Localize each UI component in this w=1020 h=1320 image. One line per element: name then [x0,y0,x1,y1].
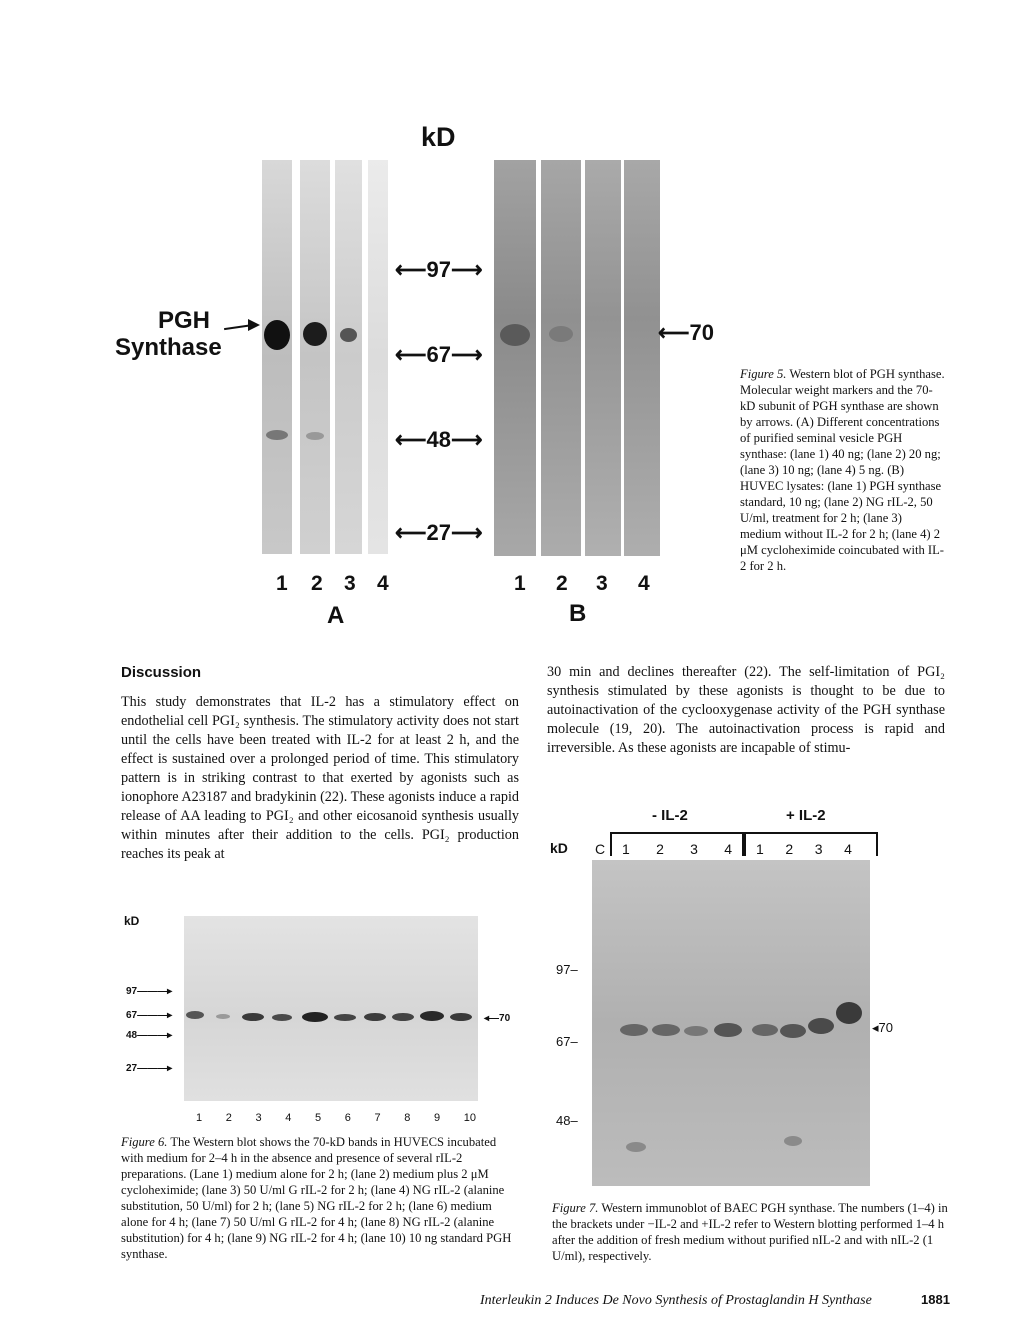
band-lane-7 [808,1018,834,1034]
lane-number: 3 [814,841,823,857]
band-lane-8 [836,1002,862,1024]
left-arrow-icon: ⟵ [395,427,427,452]
band-lane-8 [392,1013,414,1021]
band-70 [500,324,530,346]
figure-5-caption [740,366,946,574]
lane-number: 2 [225,1112,232,1124]
band-lane-4 [714,1023,742,1037]
left-arrow-icon: ◂ [872,1020,879,1035]
blot-6-membrane [184,916,478,1101]
right-arrow-icon: ———▸ [137,1030,173,1041]
marker-97 [395,257,483,283]
right-arrow-icon: ⟶ [451,520,483,545]
lane-number: 8 [404,1112,411,1124]
lane-number: 4 [724,841,732,857]
marker-70 [658,320,714,346]
marker-27 [395,520,483,546]
marker-value: 67 [126,1010,138,1021]
lane-a3 [335,160,362,554]
lane-number: 5 [315,1112,322,1124]
kd-header: kD [421,122,456,152]
marker-48 [395,427,483,453]
marker-67 [556,1034,578,1049]
lane-number: 6 [344,1112,351,1124]
lane-number-b3: 3 [596,572,608,595]
discussion-heading: Discussion [121,664,202,681]
band-lane-2 [652,1024,680,1036]
blot-7-membrane [592,860,870,1186]
tick-icon: – [570,1034,578,1049]
marker-48 [556,1113,578,1128]
lane-number: 7 [374,1112,381,1124]
lane-number: 10 [463,1112,476,1124]
left-arrow-icon: ⟵ [395,520,427,545]
band-70 [303,322,327,346]
lane-number: 1 [622,841,630,857]
caption-text: Western immunoblot of BAEC PGH synthase. The numbers (1–4) in the brackets under −IL-2 and +IL-2 refer to Western blotting performed 1–4 h after the addition of fresh medium without purified nIL-2 and with nIL-2 (1 U/ml), respectively. [552,1201,948,1263]
band-lane-4 [272,1014,292,1021]
band-lane-5 [302,1012,328,1022]
plus-il2-label: + IL-2 [786,807,826,824]
left-arrow-icon: ⟵ [395,342,427,367]
band-lane-2 [216,1014,230,1019]
lane-number: 3 [690,841,698,857]
lane-b4 [624,160,660,556]
lane-numbers [196,1112,476,1124]
lane-number: 2 [656,841,664,857]
right-arrow-icon: ———▸ [137,1010,173,1021]
band-lane-1 [186,1011,204,1019]
marker-value: 97 [556,962,571,977]
marker-value: 48 [126,1030,138,1041]
panel-label-b: B [569,600,587,627]
discussion-paragraph: This study demonstrates that IL-2 has a stimulatory effect on endothelial cell PGI₂ synthesis. The stimulatory activity does not start until the cells have been treated with IL-2 for at least 2 h, and the effect is sustained over a prolonged period of time. This stimulatory pattern is in striking contrast to that exerted by agonists such as ionophore A23187 and bradykinin (22). These agonists induce a rapid release of AA leading to PGI₂ and other eicosanoid synthesis usually within minutes after their addition to the cells. PGI₂ production reaches its peak at [121,694,519,862]
left-arrow-icon: ⟵ [395,257,427,282]
kd-header: kD [124,914,140,928]
marker-value: 67 [426,342,452,367]
marker-value: 70 [689,320,715,345]
marker-27 [126,1063,172,1074]
caption-label: Figure 6. [121,1135,168,1149]
band-lower-2 [784,1136,802,1146]
marker-value: 70 [878,1020,893,1035]
marker-70 [484,1013,510,1024]
lane-number: 1 [756,841,764,857]
left-arrow-icon: ⟵ [658,320,690,345]
pgh-label-line2: Synthase [115,334,222,361]
lane-number: 1 [196,1112,203,1124]
right-arrow-icon: ———▸ [137,986,173,997]
discussion-paragraph-continued: 30 min and declines thereafter (22). The self-limitation of PGI₂ synthesis stimulated by these agonists is thought to be due to autoinactivation of the cyclooxygenase activity of the PGH synthase molecule (19, 20). The autoinactivation process is rapid and irreversible. As these agonists are incapable of stimu- [547,664,945,756]
lane-c: C [595,841,606,857]
band-lane-6 [334,1014,356,1021]
figure-6-caption [121,1134,519,1262]
lane-number-a4: 4 [377,572,389,595]
minus-il2-label: - IL-2 [652,807,688,824]
lane-b1 [494,160,536,556]
tick-icon: – [570,1113,578,1128]
marker-67 [126,1010,172,1021]
band-lane-7 [364,1013,386,1021]
band-lane-1 [620,1024,648,1036]
marker-48 [126,1030,172,1041]
lane-number: 4 [844,841,852,857]
right-arrow-icon: ⟶ [451,427,483,452]
pgh-synthase-label [146,307,222,334]
band-lane-5 [752,1024,778,1036]
marker-value: 48 [426,427,452,452]
marker-value: 67 [556,1034,571,1049]
page-number: 1881 [921,1292,950,1307]
lane-a2 [300,160,330,554]
band-minor [306,432,324,440]
band-lane-10 [450,1013,472,1021]
lane-numbers-minus [622,841,732,857]
lane-number-b1: 1 [514,572,526,595]
marker-value: 97 [126,986,138,997]
panel-label-a: A [327,602,345,629]
marker-value: 27 [426,520,452,545]
right-arrow-icon: ———▸ [137,1063,173,1074]
marker-70 [872,1020,893,1036]
band-lower-1 [626,1142,646,1152]
band-lane-3 [242,1013,264,1021]
pgh-label-line1: PGH [157,307,210,334]
lane-number-a1: 1 [276,572,288,595]
lane-number: 9 [434,1112,441,1124]
marker-value: 70 [499,1013,511,1024]
caption-text: The Western blot shows the 70-kD bands in HUVECS incubated with medium for 2–4 h in the absence and presence of several rIL-2 preparations. (Lane 1) medium alone for 2 h; (lane 2) medium plus 2 μM cycloheximide; (lane 3) 50 U/ml G rIL-2 for 2 h; (lane 4) NG rIL-2 (alanine substitution, 50 U/ml) for 2 h; (lane 5) NG rIL-2 for 2 h; (lane 6) medium alone for 4 h; (lane 7) 50 U/ml G rIL-2 for 4 h; (lane 8) NG rIL-2 (alanine substitution) for 4 h; (lane 9) NG rIL-2 for 4 h; (lane 10) 10 ng standard PGH synthase. [121,1135,512,1261]
band-lane-3 [684,1026,708,1036]
band-70 [549,326,573,342]
lane-number-b4: 4 [638,572,650,595]
band-70 [340,328,357,342]
caption-label: Figure 7. [552,1201,599,1215]
lane-a1 [262,160,292,554]
kd-header: kD [550,840,568,856]
band-70 [264,320,290,350]
lane-number: 4 [285,1112,292,1124]
band-minor [266,430,288,440]
marker-67 [395,342,483,368]
marker-97 [556,962,578,977]
band-lane-9 [420,1011,444,1021]
caption-text: Western blot of PGH synthase. Molecular weight markers and the 70-kD subunit of PGH synthase are shown by arrows. (A) Different concentrations of purified seminal vesicle PGH synthase: (lane 1) 40 ng; (lane 2) 20 ng; (lane 3) 10 ng; (lane 4) 5 ng. (B) HUVEC lysates: (lane 1) PGH synthase standard, 10 ng; (lane 2) NG rIL-2, 50 U/ml, treatment for 2 h; (lane 3) medium without IL-2 for 2 h; (lane 4) 2 μM cycloheximide coincubated with IL-2 for 2 h. [740,367,945,573]
marker-value: 27 [126,1063,138,1074]
left-arrow-icon: ◂— [484,1013,500,1024]
lane-number: 2 [785,841,794,857]
lane-number: 3 [255,1112,262,1124]
lane-number-a3: 3 [344,572,356,595]
tick-icon: – [570,962,578,977]
marker-97 [126,986,172,997]
marker-value: 48 [556,1113,571,1128]
lane-b2 [541,160,581,556]
lane-number-b2: 2 [556,572,568,595]
lane-numbers-plus [756,841,852,857]
running-title: Interleukin 2 Induces De Novo Synthesis of Prostaglandin H Synthase [480,1293,872,1308]
caption-label: Figure 5. [740,367,787,381]
right-arrow-icon: ⟶ [451,257,483,282]
right-arrow-icon: ⟶ [451,342,483,367]
figure-7-caption [552,1200,950,1264]
lane-a4 [368,160,388,554]
lane-number-a2: 2 [311,572,323,595]
band-lane-6 [780,1024,806,1038]
lane-b3 [585,160,621,556]
pgh-arrowhead-icon [248,319,260,331]
marker-value: 97 [426,257,452,282]
